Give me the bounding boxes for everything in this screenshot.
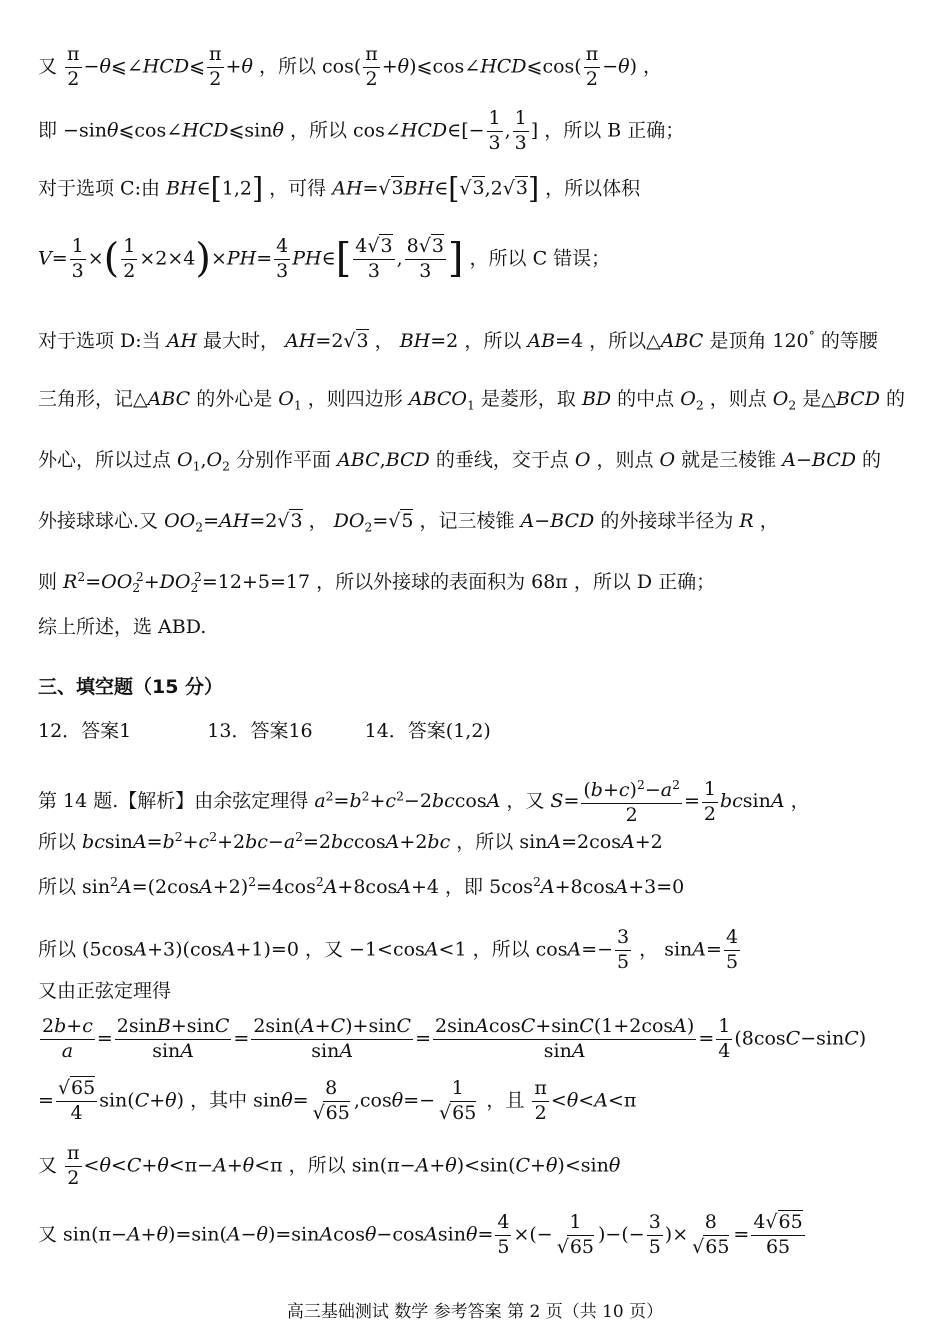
text-line: 综上所述，选 ABD.	[38, 616, 207, 638]
text-line: 对于选项 D:当 AH 最大时， AH=2√3 ， BH=2 ，所以 AB=4 ，所以△ABC 是顶角 120° 的等腰	[38, 329, 878, 352]
text-line: 所以 $\sin^2A=(2\cos A+2)^2=4\cos^2A+8\cos A+4$ ，即 $5\cos^2A+8\cos A+3=0$	[38, 875, 685, 898]
text-line: 则 $R^2=OO_2^2+DO_2^2=12+5=17$ ，所以外接球的表面积为 68π ，所以 D 正确；	[38, 570, 716, 596]
text-line: 对于选项 C:由 BH∈[1,2] ，可得 AH=√3BH∈[√3,2√3] ，所以体积	[38, 172, 641, 205]
text-line: 第 14 题.【解析】由余弦定理得 $a^2=b^2+c^2-2bccosA$ ，又 S= $\frac{(b+c)^2-a^2}{2}$ = $\frac{1}{2}$ bcsinA ，	[38, 777, 810, 826]
text-line: 外接球球心.又 $OO_2=AH=2√3$ ， $DO_2=√5$ ，记三棱锥 A−BCD 的外接球半径为 R ，	[38, 510, 779, 535]
text-line: 所以 $bcsinA=b^2+c^2+2bc-a^2=2bccosA+2bc$ ，所以 sinA=2cosA+2	[38, 830, 663, 853]
text-line: 又 $\frac{\pi}{2}$ <θ<C+θ<π−A+θ<π ，所以 sin(π−A+θ)<sin(C+θ)<sinθ	[38, 1142, 621, 1189]
text-line: 三角形，记△ABC 的外心是 $O_1$ ，则四边形 $ABCO_1$ 是菱形，取 BD 的中点 $O_2$ ，则点 $O_2$ 是△BCD 的	[38, 388, 905, 413]
text-line: 外心，所以过点 $O_1,O_2$ 分别作平面 ABC,BCD 的垂线，交于点 O ，则点 O 就是三棱锥 A−BCD 的	[38, 449, 882, 474]
text-line: = $\frac{√65}{4}$ sin(C+θ) ，其中 sinθ= $\frac{8}{√65}$ ,cosθ=− $\frac{1}{√65}$ ，且 $\frac{\pi}{2}$ <θ<A<π	[38, 1077, 637, 1124]
text-line: 又 $\frac{\pi}{2}$ −θ⩽∠HCD⩽ $\frac{\pi}{2}$ +θ ，所以 cos( $\frac{\pi}{2}$ +θ)⩽cos∠HCD⩽cos( $\frac{\pi}{2}$ −θ) ，	[38, 43, 663, 90]
text-line: 即 −sinθ⩽cos∠HCD⩽sinθ ，所以 cos∠HCD∈[− $\frac{1}{3}$ , $\frac{1}{3}$ ] ，所以 B 正确；	[38, 107, 685, 154]
text-line: 又 sin(π−A+θ)=sin(A−θ)=sinAcosθ−cosAsinθ= $\frac{4}{5}$ ×(− $\frac{1}{√65}$ )−(− $\frac{3}{5}$ )× $\frac{8}{√65}$ = $\frac{4√65}{65}$	[38, 1211, 803, 1258]
text-line: V= $\frac{1}{3}$ ×( $\frac{1}{2}$ ×2×4)×PH= $\frac{4}{3}$ PH∈[ $\frac{4√3}{3}$ , $\frac{8√3}{3}$ ] ，所以 C 错误；	[38, 235, 611, 282]
answers-line: 12．答案1 13．答案16 14．答案(1,2)	[38, 720, 491, 742]
text-line: 又由正弦定理得	[38, 980, 172, 1002]
text-line: $\frac{2b+c}{a}$ = $\frac{2\sin B+\sin C}{\sin A}$ = $\frac{2\sin(A+C)+\sin C}{\sin A}$ = $\frac{\text{2sinAcosC+sinC(1+2cosA)}}{\sin A}$ = $\frac{1}{4}$ (8cosC−sinC)	[42, 1015, 867, 1062]
page-footer: 高三基础测试 数学 参考答案 第 2 页（共 10 页）	[286, 1302, 664, 1322]
text-line: 所以 (5cosA+3)(cosA+1)=0 ，又 −1<cosA<1 ，所以 cosA=− $\frac{3}{5}$ ， sinA= $\frac{4}{5}$	[38, 926, 739, 973]
section-heading: 三、填空题（15 分）	[38, 676, 224, 698]
